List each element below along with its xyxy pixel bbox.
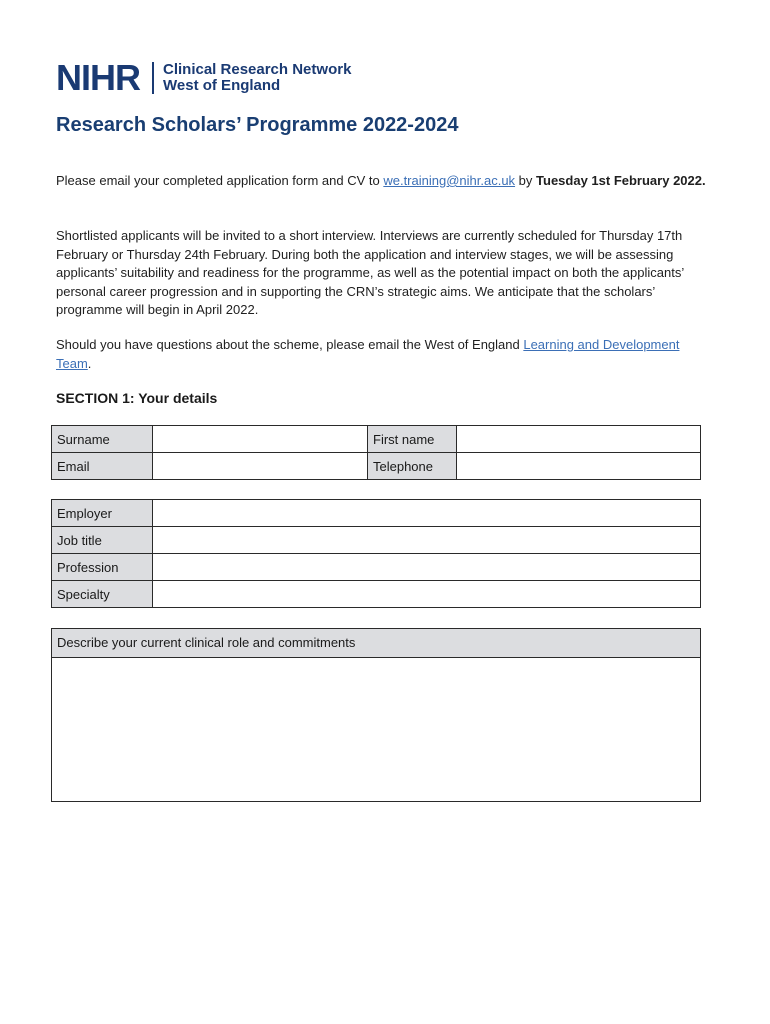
telephone-label: Telephone [368, 453, 457, 480]
logo-line1: Clinical Research Network [163, 61, 352, 78]
logo-separator [152, 62, 154, 94]
table-row [52, 581, 701, 608]
intro-paragraph-1 [56, 172, 706, 191]
job-title-field[interactable] [153, 527, 701, 554]
table-row [52, 527, 701, 554]
name-contact-table [51, 425, 701, 480]
first-name-label: First name [368, 426, 457, 453]
logo-mark: NIHR [56, 57, 140, 98]
surname-field[interactable] [153, 426, 368, 453]
profession-field[interactable] [153, 554, 701, 581]
deadline: Tuesday 1st February 2022 [536, 173, 702, 188]
specialty-label: Specialty [52, 581, 153, 608]
first-name-field[interactable] [457, 426, 701, 453]
table-row [52, 453, 701, 480]
surname-label: Surname [52, 426, 153, 453]
email-link[interactable]: we.training@nihr.ac.uk [383, 173, 516, 188]
intro-text: . [701, 173, 706, 188]
email-field[interactable] [153, 453, 368, 480]
intro-text: . [87, 355, 92, 371]
page-title: Research Scholars’ Programme 2022-2024 [56, 114, 459, 136]
table-row [52, 426, 701, 453]
intro-text: Please email your completed application form and CV to [56, 173, 384, 188]
telephone-field[interactable] [457, 453, 701, 480]
intro-paragraph-2: Shortlisted applicants will be invited to a short interview. Interviews are currently scheduled for Thursday 17th February or Thursday 24th February. During both the application and interview stages, we will be assessing applicants’ suitability and readiness for the programme, as well as the potential impact on both the applicants’ personal career progression and in supporting the CRN’s strategic aims. We anticipate that the scholars’ programme will begin in April 2022. [56, 228, 684, 317]
specialty-field[interactable] [153, 581, 701, 608]
clinical-role-field[interactable] [52, 658, 700, 801]
intro-text: Should you have questions about the scheme, please email the West of England [56, 337, 524, 352]
table-row [52, 500, 701, 527]
job-title-label: Job title [52, 527, 153, 554]
table-row [52, 554, 701, 581]
employer-label: Employer [52, 500, 153, 527]
email-label: Email [52, 453, 153, 480]
team-link[interactable]: Learning and Development Team [56, 337, 680, 371]
employment-table [51, 499, 701, 608]
clinical-role-box [51, 628, 701, 802]
logo-text [163, 62, 351, 94]
intro-paragraph-3 [56, 336, 706, 373]
logo-line2: West of England [163, 77, 281, 94]
intro-text: by [515, 173, 537, 188]
profession-label: Profession [52, 554, 153, 581]
section-title: SECTION 1: Your details [56, 390, 218, 406]
employer-field[interactable] [153, 500, 701, 527]
clinical-role-label: Describe your current clinical role and commitments [52, 629, 700, 658]
nihr-logo [56, 58, 351, 98]
